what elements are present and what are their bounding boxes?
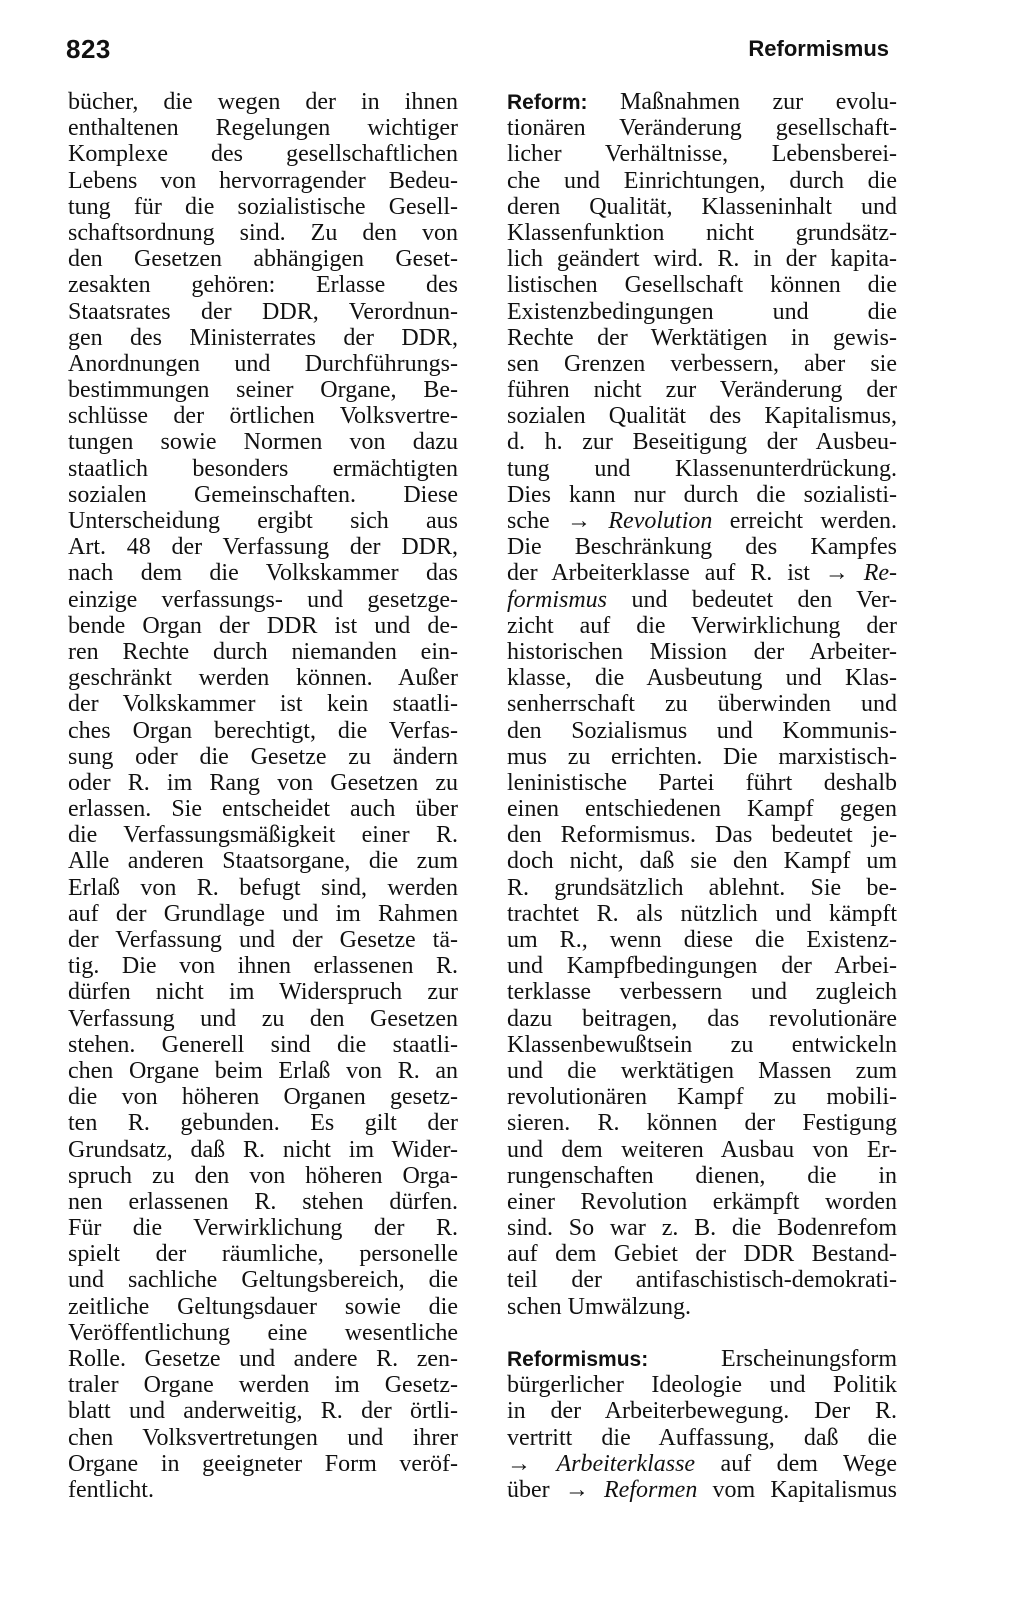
left-column <box>68 89 458 1503</box>
text-line: einzige verfassungs- und gesetzge- <box>68 586 458 613</box>
text-line: Lebens von hervorragender Bedeu- <box>68 167 458 194</box>
text-line <box>507 1477 897 1503</box>
text-line: Existenzbedingungen und die <box>507 298 897 325</box>
text-line: der Verfassung und der Gesetze tä- <box>68 927 458 953</box>
text-line: Alle anderen Staatsorgane, die zum <box>68 848 458 875</box>
text-line: rungenschaften dienen, die in <box>507 1162 897 1189</box>
text-line: ten R. gebunden. Es gilt der <box>68 1110 458 1137</box>
cross-reference-reformismus[interactable]: Re- <box>863 560 897 587</box>
text-line: Unterscheidung ergibt sich aus <box>68 508 458 534</box>
text-line: revolutionären Kampf zu mobili- <box>507 1084 897 1111</box>
text-line: Verfassung und zu den Gesetzen <box>68 1005 458 1032</box>
text-line: trachtet R. als nützlich und kämpft <box>507 900 897 927</box>
text-line: sozialen Gemeinschaften. Diese <box>68 481 458 508</box>
text-line: dazu beitragen, das revolutionäre <box>507 1005 897 1032</box>
text-line: Rechte der Werktätigen in gewis- <box>507 324 897 351</box>
text-line: bestimmungen seiner Organe, Be- <box>68 377 458 404</box>
text-line: um R., wenn diese die Existenz- <box>507 927 897 953</box>
text-line <box>507 587 897 613</box>
entry-reform <box>507 89 897 1320</box>
text-line: Klassenbewußtsein zu entwickeln <box>507 1031 897 1058</box>
text-line: staatlich besonders ermächtigten <box>68 455 458 482</box>
text-line: der Volkskammer ist kein staatli- <box>68 691 458 718</box>
text-line: Komplexe des gesellschaftlichen <box>68 141 458 168</box>
entry-text: Maßnahmen zur evolu- <box>587 89 897 115</box>
text-line: Staatsrates der DDR, Verordnun- <box>68 298 458 325</box>
entry-text: und bedeutet den Ver- <box>607 586 897 613</box>
text-line: spruch zu den von höheren Orga- <box>68 1162 458 1189</box>
text-line: nach dem die Volkskammer das <box>68 560 458 587</box>
text-line: ches Organ berechtigt, die Verfas- <box>68 717 458 744</box>
text-line: senherrschaft zu überwinden und <box>507 691 897 718</box>
entry-text: über <box>507 1476 565 1503</box>
text-line: geschränkt werden können. Außer <box>68 665 458 692</box>
cross-reference-arbeiterklasse[interactable]: Arbeiterklasse <box>556 1450 696 1477</box>
cross-reference-reformismus-cont[interactable]: formismus <box>507 586 608 613</box>
cross-reference-revolution[interactable]: Revolution <box>608 508 713 534</box>
text-line: Klassenfunktion nicht grundsätz- <box>507 219 897 246</box>
page-number: 823 <box>66 34 111 64</box>
text-line: auf der Grundlage und im Rahmen <box>68 900 458 927</box>
text-line: mus zu errichten. Die marxistisch- <box>507 743 897 770</box>
text-line: in der Arbeiterbewegung. Der R. <box>507 1398 897 1425</box>
text-line: listischen Gesellschaft können die <box>507 272 897 299</box>
text-line: teil der antifaschistisch-demokrati- <box>507 1267 897 1294</box>
text-line <box>507 560 897 586</box>
text-line: che und Einrichtungen, durch die <box>507 167 897 194</box>
text-line: Dies kann nur durch die sozialisti- <box>507 481 897 508</box>
text-line: tungen sowie Normen von dazu <box>68 429 458 456</box>
text-line: gen des Ministerrates der DDR, <box>68 324 458 351</box>
entry-reform-body-a <box>507 115 897 508</box>
text-line: vertritt die Auffassung, daß die <box>507 1424 897 1451</box>
entry-reformismus-body <box>507 1372 897 1451</box>
entry-reformismus <box>507 1346 897 1503</box>
text-line: den Gesetzen abhängigen Geset- <box>68 246 458 273</box>
text-line: auf dem Gebiet der DDR Bestand- <box>507 1241 897 1268</box>
text-line <box>507 1451 897 1477</box>
text-line: Art. 48 der Verfassung der DDR, <box>68 534 458 561</box>
text-line: bücher, die wegen der in ihnen <box>68 89 458 115</box>
text-line: bürgerlicher Ideologie und Politik <box>507 1372 897 1399</box>
text-line: einen entschiedenen Kampf gegen <box>507 796 897 823</box>
entry-text: sche <box>507 508 568 534</box>
text-line: chen Organe beim Erlaß von R. an <box>68 1057 458 1084</box>
arrow-icon: → <box>824 560 849 587</box>
entry-text: erreicht werden. <box>712 508 897 534</box>
cross-reference-reformen[interactable]: Reformen <box>604 1476 698 1503</box>
text-line: den Reformismus. Das bedeutet je- <box>507 822 897 849</box>
text-line: Für die Verwirklichung der R. <box>68 1215 458 1242</box>
text-line: nen erlassenen R. stehen dürfen. <box>68 1188 458 1215</box>
text-line: Anordnungen und Durchführungs- <box>68 350 458 377</box>
text-line: Erlaß von R. befugt sind, werden <box>68 874 458 901</box>
text-line <box>507 1346 897 1372</box>
text-line: und dem weiteren Ausbau von Er- <box>507 1136 897 1163</box>
text-line: sozialen Qualität des Kapitalismus, <box>507 403 897 430</box>
text-line: erlassen. Sie entscheidet auch über <box>68 796 458 823</box>
text-line: historischen Mission der Arbeiter- <box>507 638 897 665</box>
text-line: schlüsse der örtlichen Volksvertre- <box>68 403 458 430</box>
text-line: tionären Veränderung gesellschaft- <box>507 115 897 142</box>
text-line: und sachliche Geltungsbereich, die <box>68 1267 458 1294</box>
text-line <box>507 89 897 115</box>
running-head: Reformismus <box>748 36 889 61</box>
text-line: und die werktätigen Massen zum <box>507 1057 897 1084</box>
entry-text: auf dem Wege <box>695 1450 897 1477</box>
text-line: Grundsatz, daß R. nicht im Wider- <box>68 1136 458 1163</box>
text-line: oder R. im Rang von Gesetzen zu <box>68 769 458 796</box>
text-line: die Verfassungsmäßigkeit einer R. <box>68 822 458 849</box>
text-line: und Kampfbedingungen der Arbei- <box>507 953 897 980</box>
text-line: deren Qualität, Klasseninhalt und <box>507 193 897 220</box>
text-line: Rolle. Gesetze und andere R. zen- <box>68 1346 458 1372</box>
text-line: traler Organe werden im Gesetz- <box>68 1372 458 1399</box>
text-line: tung und Klassenunterdrückung. <box>507 455 897 482</box>
right-column <box>507 89 897 1503</box>
text-line: terklasse verbessern und zugleich <box>507 979 897 1006</box>
arrow-icon: → <box>507 1450 531 1477</box>
text-line: d. h. zur Beseitigung der Ausbeu- <box>507 429 897 456</box>
text-line: sung oder die Gesetze zu ändern <box>68 743 458 770</box>
text-line: tig. Die von ihnen erlassenen R. <box>68 953 458 980</box>
text-line: sieren. R. können der Festigung <box>507 1110 897 1137</box>
text-line: zicht auf die Verwirklichung der <box>507 612 897 639</box>
entry-text: Erscheinungsform <box>648 1346 897 1372</box>
text-line: stehen. Generell sind die staatli- <box>68 1031 458 1058</box>
text-line: schen Umwälzung. <box>507 1293 691 1320</box>
text-line: Die Beschränkung des Kampfes <box>507 534 897 561</box>
text-line <box>507 508 897 534</box>
text-line: R. grundsätzlich ablehnt. Sie be- <box>507 874 897 901</box>
text-line: enthaltenen Regelungen wichtiger <box>68 115 458 142</box>
text-line: sen Grenzen verbessern, aber sie <box>507 350 897 377</box>
text-line: doch nicht, daß sie den Kampf um <box>507 848 897 875</box>
text-line: spielt der räumliche, personelle <box>68 1241 458 1268</box>
text-line: den Sozialismus und Kommunis- <box>507 717 897 744</box>
text-line: sind. So war z. B. die Bodenrefom <box>507 1215 897 1242</box>
text-line: klasse, die Ausbeutung und Klas- <box>507 665 897 692</box>
text-line: zesakten gehören: Erlasse des <box>68 272 458 299</box>
text-line: Organe in geeigneter Form veröf- <box>68 1450 458 1477</box>
text-line: zeitliche Geltungsdauer sowie die <box>68 1293 458 1320</box>
text-line: führen nicht zur Veränderung der <box>507 377 897 404</box>
text-line: schaftsordnung sind. Zu den von <box>68 219 458 246</box>
text-line: bende Organ der DDR ist und de- <box>68 612 458 639</box>
arrow-icon: → <box>567 508 592 534</box>
text-line: licher Verhältnisse, Lebensberei- <box>507 141 897 168</box>
entry-lemma-reformismus: Reformismus: <box>507 1348 649 1371</box>
text-line: die von höheren Organen gesetz- <box>68 1084 458 1111</box>
arrow-icon: → <box>564 1476 589 1503</box>
text-line: Veröffentlichung eine wesentliche <box>68 1319 458 1346</box>
text-line: dürfen nicht im Widerspruch zur <box>68 979 458 1006</box>
entry-lemma-reform: Reform: <box>507 91 588 114</box>
entry-reform-body-b <box>507 613 897 1320</box>
entry-text: der Arbeiterklasse auf R. ist <box>507 560 825 587</box>
text-line: lich geändert wird. R. in der kapita- <box>507 246 897 273</box>
text-line: einer Revolution erkämpft worden <box>507 1188 897 1215</box>
text-line: tung für die sozialistische Gesell- <box>68 193 458 220</box>
text-line: ren Rechte durch niemanden ein- <box>68 638 458 665</box>
entry-text: vom Kapitalismus <box>697 1476 898 1503</box>
text-line: leninistische Partei führt deshalb <box>507 769 897 796</box>
entry-gap <box>507 1320 897 1346</box>
text-line: fentlicht. <box>68 1476 154 1503</box>
text-line: blatt und anderweitig, R. der örtli- <box>68 1398 458 1425</box>
text-line: chen Volksvertretungen und ihrer <box>68 1424 458 1451</box>
